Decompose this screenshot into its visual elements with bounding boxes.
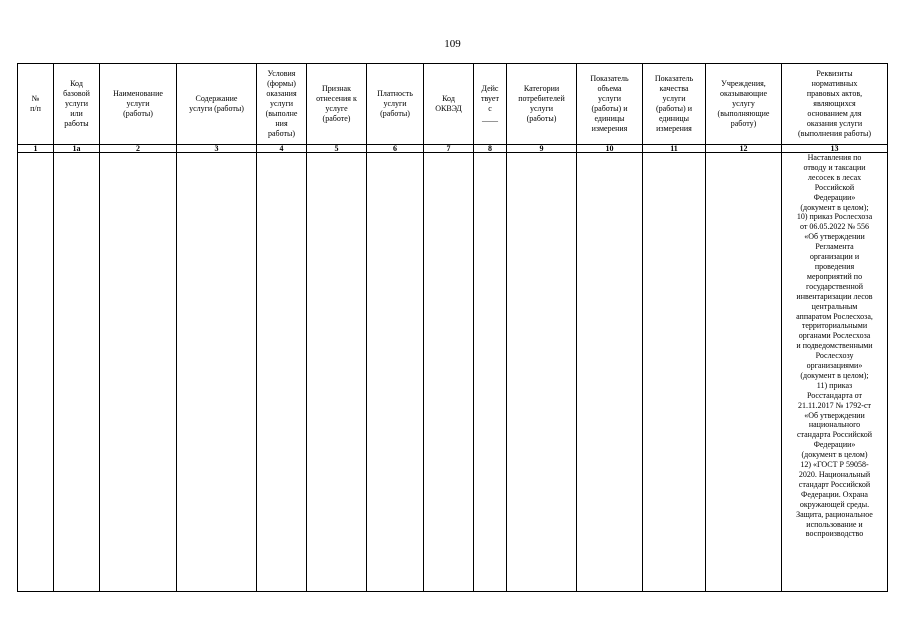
header-text: Наименование услуги (работы) xyxy=(113,89,163,118)
column-number: 7 xyxy=(424,145,474,153)
column-number: 1 xyxy=(18,145,54,153)
header-text: Учреждения, оказывающие услугу (выполняющие работу) xyxy=(717,79,770,128)
column-number: 2 xyxy=(100,145,177,153)
header-text: Код ОКВЭД xyxy=(435,94,462,113)
table-cell xyxy=(307,153,367,592)
column-number: 11 xyxy=(643,145,706,153)
table-cell xyxy=(18,153,54,592)
column-number: 4 xyxy=(257,145,307,153)
header-cell-13 xyxy=(782,64,888,145)
header-cell-5 xyxy=(307,64,367,145)
column-number: 10 xyxy=(577,145,643,153)
header-cell-12 xyxy=(706,64,782,145)
column-number: 13 xyxy=(782,145,888,153)
page-number: 109 xyxy=(444,38,461,50)
column-number: 6 xyxy=(367,145,424,153)
header-cell-3 xyxy=(177,64,257,145)
header-text: Категории потребителей услуги (работы) xyxy=(518,84,565,123)
header-text: Признак отнесения к услуге (работе) xyxy=(316,84,357,123)
table-cell xyxy=(424,153,474,592)
table-cell xyxy=(367,153,424,592)
legal-acts-cell: Наставления по отводу и таксации лесосек в лесах Российской Федерации» (документ в целом); 10) приказ Рослесхоза от 06.05.2022 № 556 «Об утверждении Регламента организации и проведения мероприятий по государственной инвентаризации лесов центральным аппаратом Рослесхоза, территориальными органами Рослесхоза и подведомственными Рослесхозу организациями» (документ в целом); 11) приказ Росстандарта от 21.11.2017 № 1792-ст «Об утверждении национального стандарта Российской Федерации» (документ в целом) 12) «ГОСТ Р 59058- 2020. Национальный стандарт Российской Федерации. Охрана окружающей среды. Защита, рациональное использование и воспроизводство xyxy=(782,153,888,592)
header-row xyxy=(18,64,888,145)
table-row xyxy=(18,153,888,592)
header-text: Содержание услуги (работы) xyxy=(189,94,244,113)
table-cell xyxy=(507,153,577,592)
column-number: 3 xyxy=(177,145,257,153)
header-cell-10 xyxy=(577,64,643,145)
column-number: 8 xyxy=(474,145,507,153)
header-text: Код базовой услуги или работы xyxy=(63,79,90,128)
header-cell-1a xyxy=(54,64,100,145)
header-text: Платность услуги (работы) xyxy=(377,89,413,118)
column-number-row xyxy=(18,145,888,153)
table-cell xyxy=(577,153,643,592)
header-text: Дейс твует с ____ xyxy=(481,84,499,123)
header-text: Условия (формы) оказания услуги (выполне ния работы) xyxy=(265,69,298,138)
column-number: 5 xyxy=(307,145,367,153)
registry-table xyxy=(17,63,888,592)
header-cell-2 xyxy=(100,64,177,145)
header-cell-1 xyxy=(18,64,54,145)
header-cell-11 xyxy=(643,64,706,145)
header-text: Показатель качества услуги (работы) и единицы измерения xyxy=(654,74,694,133)
header-cell-7 xyxy=(424,64,474,145)
column-number: 12 xyxy=(706,145,782,153)
table-cell xyxy=(474,153,507,592)
table-cell xyxy=(100,153,177,592)
column-number: 9 xyxy=(507,145,577,153)
header-text: Реквизиты нормативных правовых актов, являющихся основанием для оказания услуги (выполнения работы) xyxy=(797,69,872,138)
column-number: 1а xyxy=(54,145,100,153)
table-cell xyxy=(54,153,100,592)
header-text: № п/п xyxy=(30,94,41,113)
header-cell-4 xyxy=(257,64,307,145)
header-cell-8 xyxy=(474,64,507,145)
table-cell xyxy=(706,153,782,592)
header-cell-6 xyxy=(367,64,424,145)
header-cell-9 xyxy=(507,64,577,145)
table-cell xyxy=(177,153,257,592)
header-text: Показатель объема услуги (работы) и единицы измерения xyxy=(590,74,629,133)
table-cell xyxy=(643,153,706,592)
table-cell xyxy=(257,153,307,592)
